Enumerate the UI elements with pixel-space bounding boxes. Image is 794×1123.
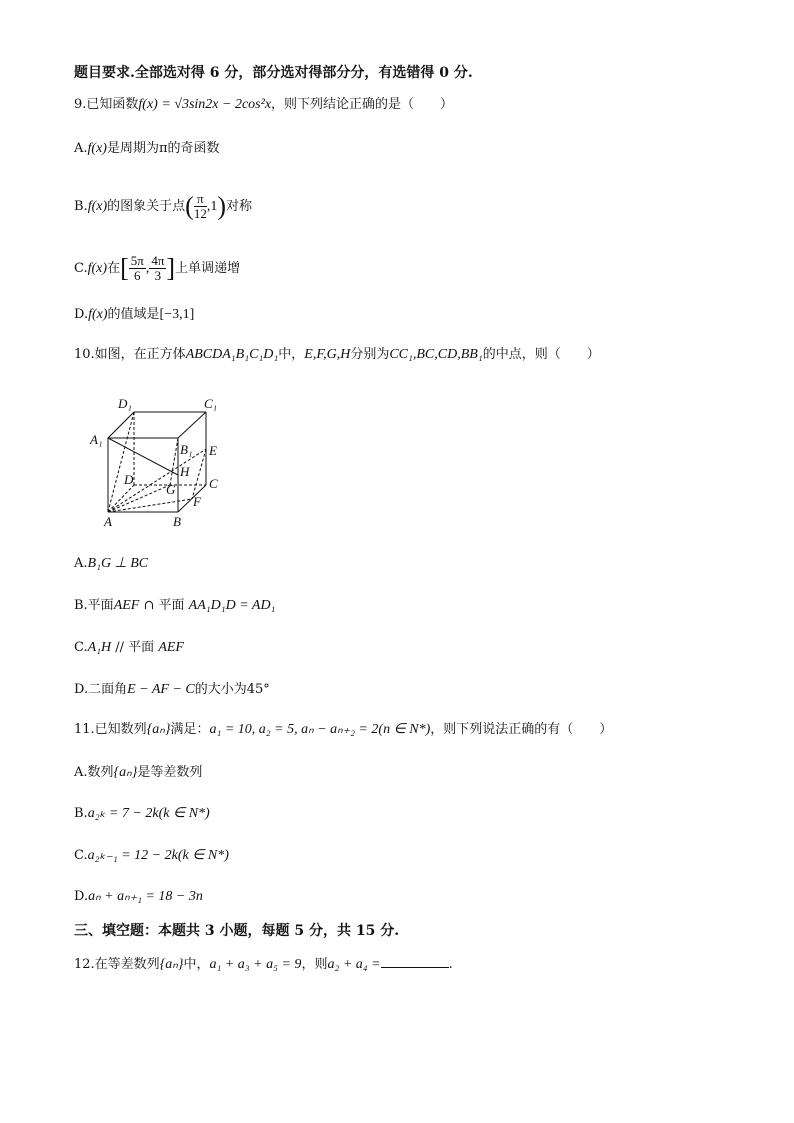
option-expression: a₂ₖ₋₁ = 12 − 2k(k ∈ N*) [87,848,229,863]
section-instruction: 题目要求.全部选对得 6 分，部分选对得部分分，有选错得 0 分. [74,65,473,81]
point-names: E,F,G,H [304,347,351,362]
q9-option-b [74,192,252,221]
option-text: 在 [107,261,121,276]
option-expression: a₂ₖ = 7 − 2k(k ∈ N*) [87,806,210,821]
label-b1: B₁ [180,442,193,457]
option-expression: AA₁D₁D = AD₁ [188,598,276,613]
q11-stem [74,721,612,739]
sequence-name: {aₙ} [113,765,138,780]
fraction-pi-12 [194,192,207,221]
option-letter: A. [74,556,88,571]
given-expression: a₁ + a₃ + a₅ = 9 [209,957,302,972]
label-d: D [124,472,134,487]
option-text: 的大小为45° [194,682,270,697]
option-letter: C. [74,640,88,655]
label-c1: C₁ [204,396,218,411]
option-expression: E − AF − C [127,682,195,697]
label-f: F [193,494,201,509]
option-letter: B.平面 [74,598,114,613]
left-paren: ( [185,191,194,221]
option-text: 是周期为π的奇函数 [106,141,220,156]
q9-function: f(x) = √3sin2x − 2cos²x [138,97,272,112]
option-letter: B. [74,199,88,214]
option-expression: A₁H [87,640,112,655]
line-a1h [108,438,178,475]
option-letter: D. [74,889,89,904]
q11-option-a [74,764,202,782]
asked-expression: a₂ + a₄ = [327,957,381,972]
q12-stem-mid: 中， [183,957,210,972]
q9-option-c [74,254,240,283]
sequence-name: {aₙ} [159,957,184,972]
answer-blank[interactable] [381,955,449,968]
plane-aef: AEF [113,598,140,613]
q11-stem-suffix: ，则下列说法正确的有（ ） [430,722,613,737]
right-bracket: ] [166,253,176,283]
option-letter: D.二面角 [74,682,128,697]
q11-option-b [74,805,210,823]
q11-stem-prefix: 11.已知数列 [74,722,147,737]
fraction-denominator: 12 [193,206,207,221]
option-letter: A. [74,141,88,156]
intersect-text: ∩ 平面 [139,598,189,613]
q10-stem-suffix: 的中点，则（ ） [482,347,600,362]
midpoint-segments: CC₁,BC,CD,BB₁ [389,347,483,362]
label-a1: A₁ [90,432,103,447]
label-a: A [104,514,112,529]
option-expression: B₁G ⊥ BC [87,556,149,571]
label-e: E [209,443,217,458]
function-symbol: f(x) [88,307,108,322]
q9-option-d [74,306,194,324]
sequence-condition: a₁ = 10, a₂ = 5, aₙ − aₙ₊₂ = 2(n ∈ N*) [209,722,431,737]
q10-stem-prefix: 10.如图，在正方体 [74,347,186,362]
plane-aef: AEF [158,640,184,655]
q10-option-b [74,597,275,615]
q10-option-d [74,681,270,699]
label-h: H [180,464,190,479]
point-tail: ,1 [206,199,218,214]
fraction-denominator: 6 [134,268,141,283]
range-expression: [−3,1] [159,307,195,322]
q12-stem [74,955,453,974]
function-symbol: f(x) [87,261,108,276]
q9-stem-prefix: 9.已知函数 [74,97,139,112]
option-text: // 平面 [111,640,159,655]
q11-option-d [74,888,203,906]
label-g: G [166,482,176,497]
edge-b1c1 [178,412,206,438]
q9-option-a [74,140,220,158]
sequence-name: {aₙ} [146,722,171,737]
right-paren: ) [217,191,226,221]
fraction-denominator: 3 [154,268,162,283]
q11-option-c [74,847,229,865]
q12-stem-mid2: ，则 [301,957,328,972]
option-text: 是等差数列 [137,765,203,780]
option-letter: A.数列 [74,765,114,780]
q10-option-a [74,555,148,573]
fraction-5pi-6 [129,254,146,283]
fraction-4pi-3 [149,254,166,283]
q10-stem-mid: 中， [278,347,305,362]
edge-ad-hidden [108,485,134,512]
cube-name: ABCDA₁B₁C₁D₁ [185,347,279,362]
option-text: 的图象关于点 [107,199,186,214]
option-expression: aₙ + aₙ₊₁ = 18 − 3n [88,889,203,904]
label-b: B [173,514,181,529]
option-text-end: 上单调递增 [175,261,241,276]
option-letter: D. [74,307,89,322]
q9-stem [74,96,453,114]
left-bracket: [ [120,253,129,283]
q10-stem [74,346,600,364]
q12-stem-prefix: 12.在等差数列 [74,957,160,972]
label-c: C [209,476,218,491]
q11-stem-mid: 满足： [170,722,210,737]
option-letter: C. [74,848,88,863]
option-letter: C. [74,261,88,276]
q9-stem-suffix: ，则下列结论正确的是（ ） [271,97,454,112]
q10-option-c [74,639,184,657]
line-ad1 [108,412,134,512]
fraction-numerator: π [194,192,207,207]
option-text: 的值域是 [107,307,160,322]
comma: , [145,261,150,276]
option-letter: B. [74,806,88,821]
fraction-numerator: 5π [130,253,144,268]
section-3-heading: 三、填空题：本题共 3 小题，每题 5 分，共 15 分. [74,923,400,939]
function-symbol: f(x) [87,199,108,214]
q10-stem-mid2: 分别为 [350,347,390,362]
line-ag [108,485,170,512]
function-symbol: f(x) [87,141,107,156]
cube-figure [88,392,238,532]
label-d1: D₁ [118,396,132,411]
edge-a1d1 [108,412,134,438]
line-ae [108,449,206,512]
fraction-numerator: 4π [151,253,165,268]
period: . [448,957,453,972]
line-b1g [170,438,178,485]
option-text-end: 对称 [225,199,252,214]
